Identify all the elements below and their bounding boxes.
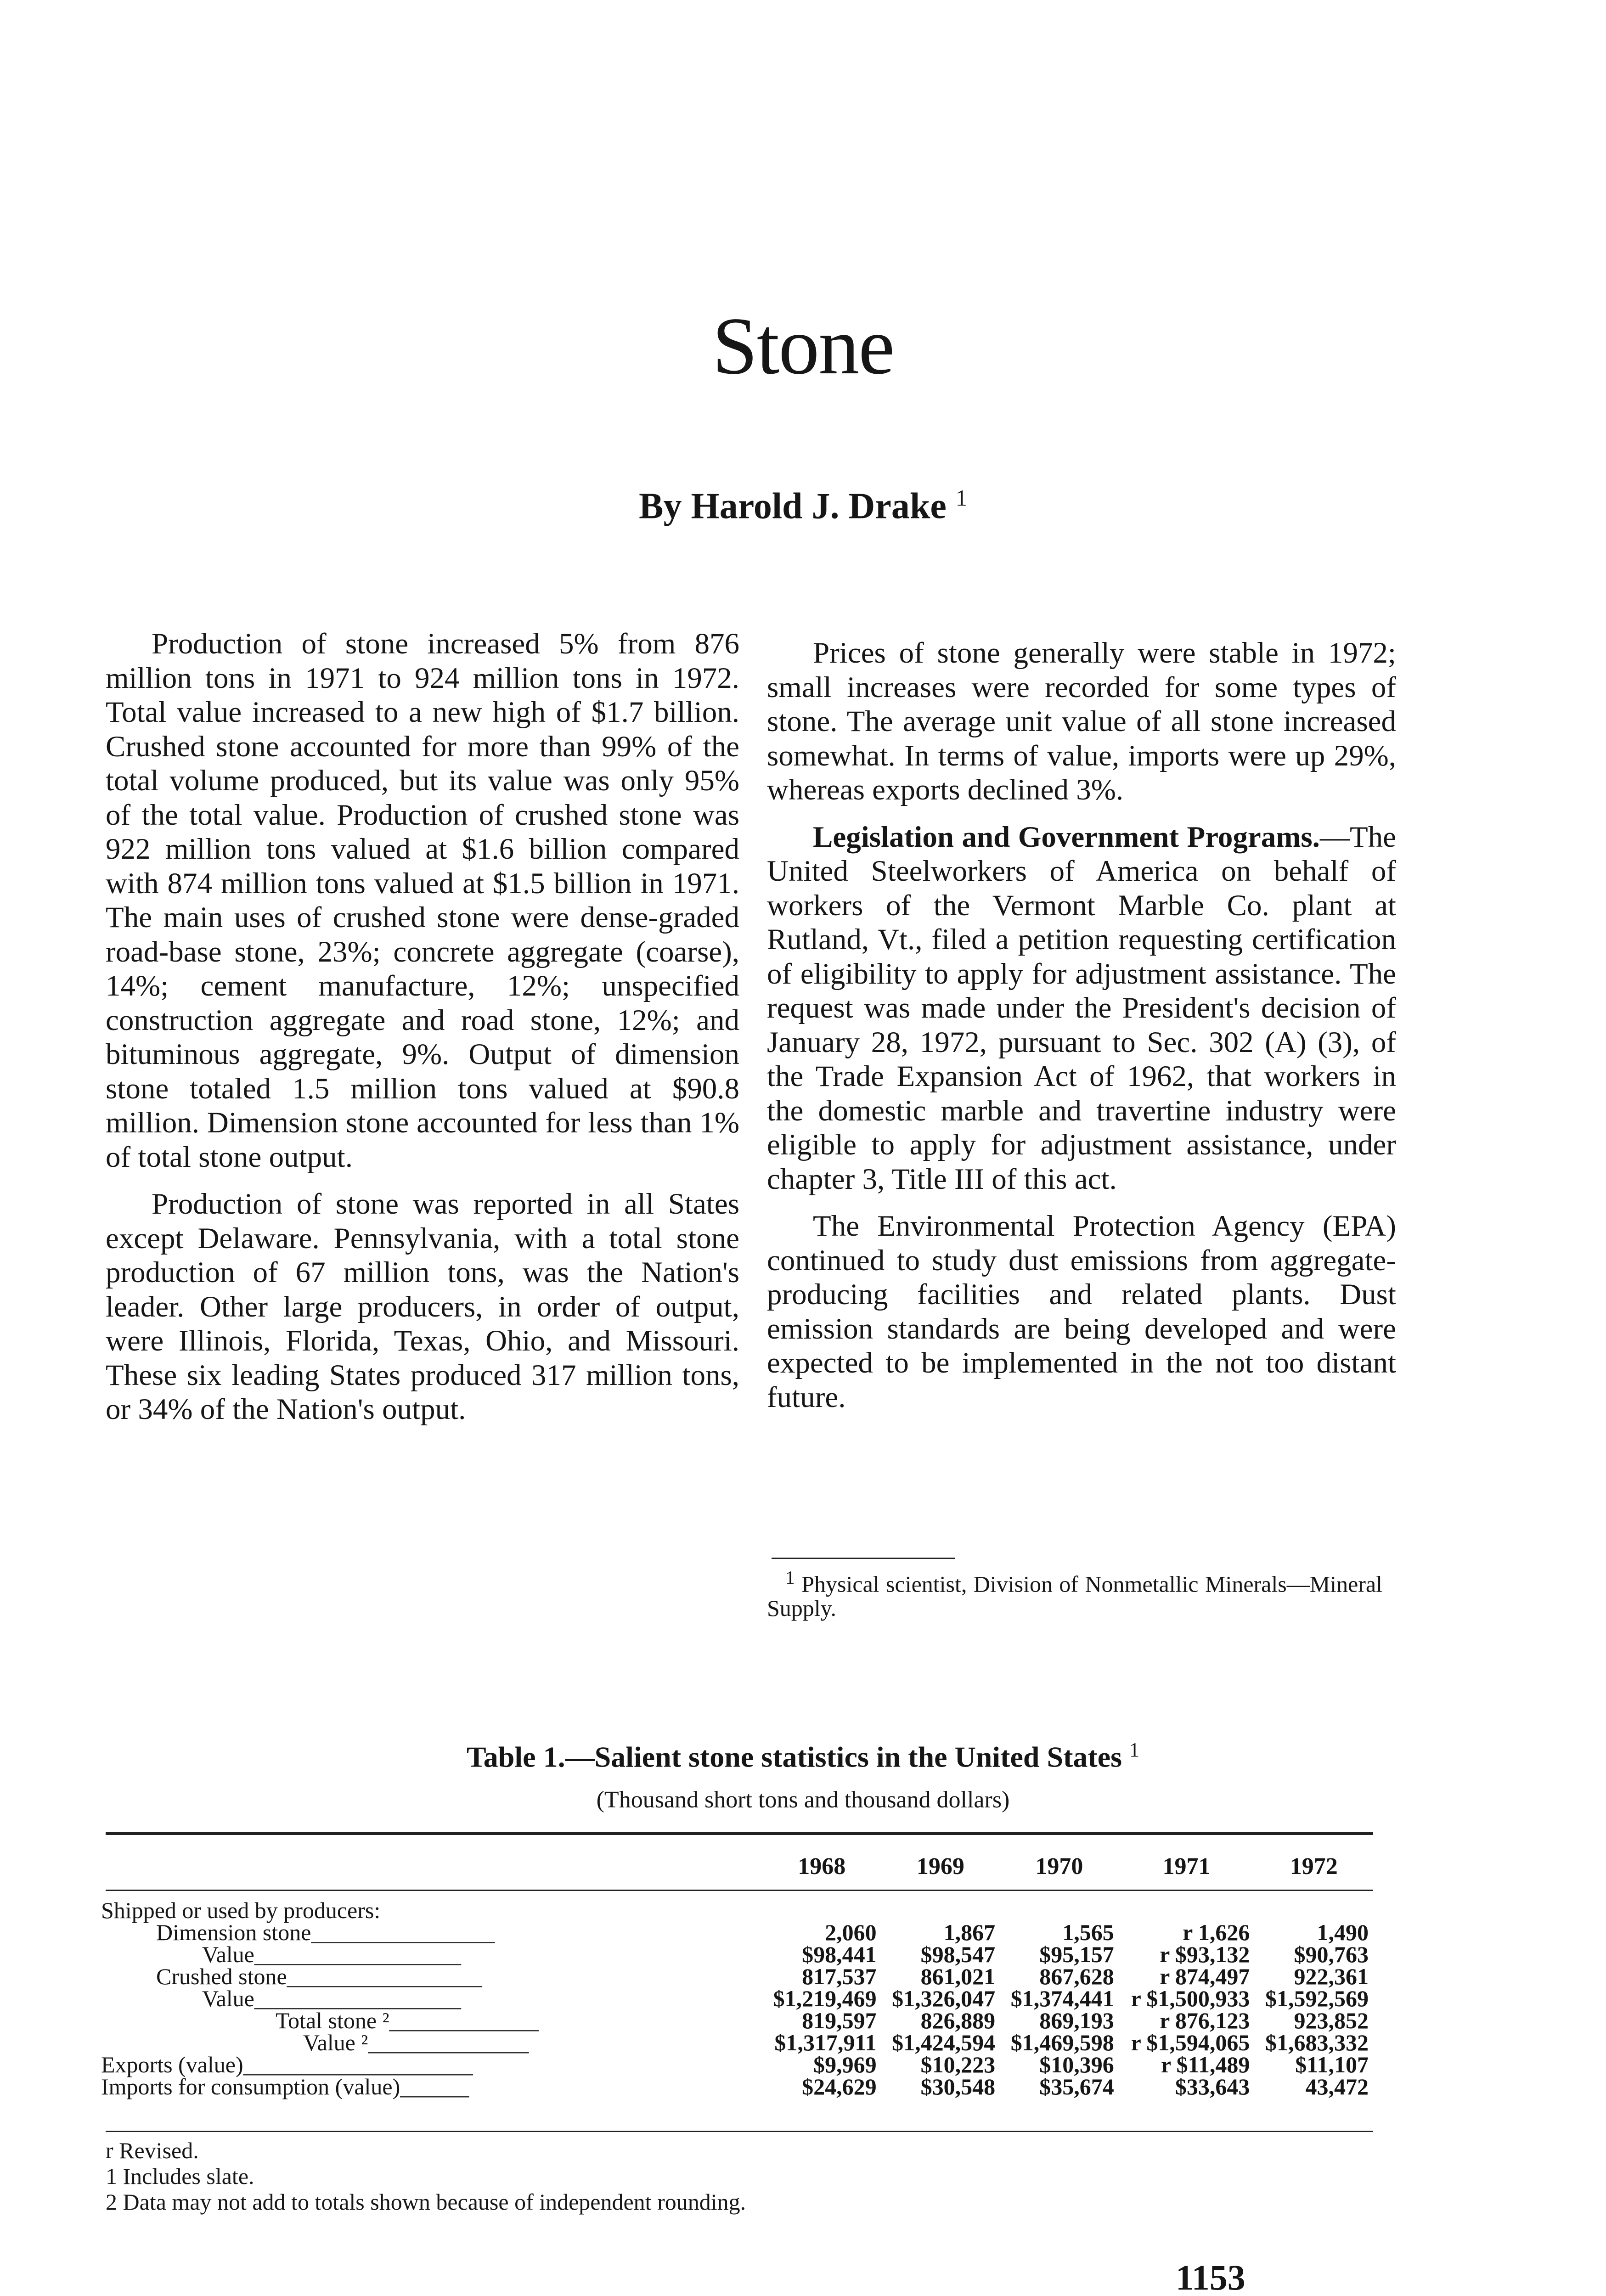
cell: $1,326,047 [892,1986,996,2011]
footnote-divider [772,1558,955,1559]
paragraph-body: —The United Steelworkers of America on behalf of workers of the Vermont Marble Co. plant at Rutland, Vt., filed a petition requesting certification of eligibility to apply for adjustment assistance. The request was made under the President's decision of January 28, 1972, pursuant to Sec. 302 (A) (3), of the Trade Expansion Act of 1962, that workers in the domestic marble and travertine industry were eligible to apply for adjustment assistance, under chapter 3, Title III of this act. [767,820,1396,1196]
table-row [101,1965,1373,1987]
table-row [101,1987,1373,2009]
table-footnote: 1 Includes slate. [106,2163,254,2189]
cell: $10,223 [920,2052,996,2077]
cell: 817,537 [802,1964,877,1989]
row-label: Total stone ²_____________ [276,2008,539,2033]
cell: $98,441 [802,1941,877,1967]
cell: r 874,497 [1160,1964,1250,1989]
row-label: Exports (value)____________________ [101,2052,473,2077]
year-header: 1969 [916,1853,964,1880]
cell: r $1,500,933 [1131,1986,1250,2011]
page-title: Stone [712,300,894,391]
row-label: Value__________________ [202,1941,461,1967]
cell: $30,548 [920,2074,996,2099]
table-footnote: 2 Data may not add to totals shown because of independent rounding. [106,2189,746,2215]
table-footnote: r Revised. [106,2138,199,2163]
section-label: Shipped or used by producers: [101,1897,381,1923]
cell: 923,852 [1294,2008,1369,2033]
cell: r 1,626 [1183,1919,1250,1945]
cell: $24,629 [802,2074,877,2099]
cell: 869,193 [1039,2008,1114,2033]
year-header: 1971 [1162,1853,1211,1880]
cell: $11,107 [1295,2052,1369,2077]
row-label: Crushed stone_________________ [156,1964,482,1989]
byline [0,484,1606,528]
author-footnote [767,1566,1382,1620]
cell: $35,674 [1039,2074,1114,2099]
table-title [0,1738,1606,1774]
cell: $95,157 [1039,1941,1114,1967]
table-title-marker: 1 [1129,1739,1140,1761]
cell: 2,060 [825,1919,877,1945]
paragraph: The Environmental Protection Agency (EPA) continued to study dust emissions from aggregate-producing facilities and related plants. Dust emission standards are being developed and were expected to be implemented in the not too distant future. [767,1210,1396,1414]
table-header-blank [101,1853,762,1895]
cell: $1,317,911 [774,2030,877,2055]
left-column [106,627,739,1440]
cell: 1,565 [1062,1919,1114,1945]
table-section-row [101,1895,1373,1921]
table-subtitle: (Thousand short tons and thousand dollars) [596,1787,1010,1813]
cell: 1,490 [1317,1919,1369,1945]
paragraph: Production of stone increased 5% from 876 million tons in 1971 to 924 million tons in 1972. Total value increased to a new high of $1.7 billion. Crushed stone accounted for more than 99% of the total volume produced, but its value was only 95% of the total value. Production of crushed stone was 922 million tons valued at $1.6 billion compared with 874 million tons valued at $1.5 billion in 1971. The main uses of crushed stone were dense-graded road-base stone, 23%; concrete aggregate (coarse), 14%; cement manufacture, 12%; unspecified construction aggregate and road stone, 12%; and bituminous aggregate, 9%. Output of dimension stone totaled 1.5 million tons valued at $90.8 million. Dimension stone accounted for less than 1% of total stone output. [106,627,739,1174]
author-name: By Harold J. Drake [639,486,947,527]
row-label: Value__________________ [202,1986,461,2011]
cell: $1,424,594 [892,2030,996,2055]
paragraph [767,820,1396,1197]
page-number: 1153 [1176,2257,1245,2296]
cell: $90,763 [1294,1941,1369,1967]
cell: 861,021 [920,1964,996,1989]
table-row [101,1921,1373,1943]
cell: 826,889 [920,2008,996,2033]
table-row [101,2076,1373,2098]
right-column [767,636,1396,1427]
cell: r 876,123 [1160,2008,1250,2033]
cell: $1,683,332 [1265,2030,1369,2055]
table-row [101,2032,1373,2054]
table-row [101,1943,1373,1965]
table-footnotes [106,2138,746,2215]
cell: $33,643 [1175,2074,1250,2099]
cell: 867,628 [1039,1964,1114,1989]
table-top-rule [106,1832,1373,1835]
year-header: 1968 [798,1853,846,1880]
cell: $1,592,569 [1265,1986,1369,2011]
table-bottom-rule [106,2131,1373,2132]
year-header: 1972 [1290,1853,1338,1880]
cell: 819,597 [802,2008,877,2033]
footnote-text: Physical scientist, Division of Nonmetallic Minerals—Mineral Supply. [767,1571,1382,1621]
year-header: 1970 [1035,1853,1083,1880]
cell: $1,374,441 [1010,1986,1114,2011]
cell: $9,969 [813,2052,877,2077]
cell: 922,361 [1294,1964,1369,1989]
table-row [101,2009,1373,2032]
cell: r $93,132 [1160,1941,1250,1967]
byline-footnote-marker: 1 [955,485,967,511]
table-row [101,2054,1373,2076]
table-title-text: Table 1.—Salient stone statistics in the United States [466,1740,1122,1773]
paragraph: Prices of stone generally were stable in 1972; small increases were recorded for some types of stone. The average unit value of all stone increased somewhat. In terms of value, imports were up 29%, whereas exports declined 3%. [767,636,1396,806]
salient-statistics-table [101,1853,1373,2098]
table-header-row [101,1853,1373,1895]
cell: 43,472 [1305,2074,1369,2099]
cell: $1,469,598 [1010,2030,1114,2055]
paragraph: Production of stone was reported in all States except Delaware. Pennsylvania, with a total stone production of 67 million tons, was the Nation's leader. Other large producers, in order of output, were Illinois, Florida, Texas, Ohio, and Missouri. These six leading States produced 317 million tons, or 34% of the Nation's output. [106,1187,739,1426]
row-label: Value ²______________ [303,2030,529,2055]
section-heading: Legislation and Government Programs. [813,820,1320,854]
footnote-marker: 1 [785,1567,795,1588]
cell: 1,867 [943,1919,996,1945]
cell: $98,547 [920,1941,996,1967]
cell: r $11,489 [1161,2052,1250,2077]
row-label: Imports for consumption (value)______ [101,2074,469,2099]
cell: $10,396 [1039,2052,1114,2077]
row-label: Dimension stone________________ [156,1919,495,1945]
cell: $1,219,469 [773,1986,877,2011]
cell: r $1,594,065 [1131,2030,1250,2055]
